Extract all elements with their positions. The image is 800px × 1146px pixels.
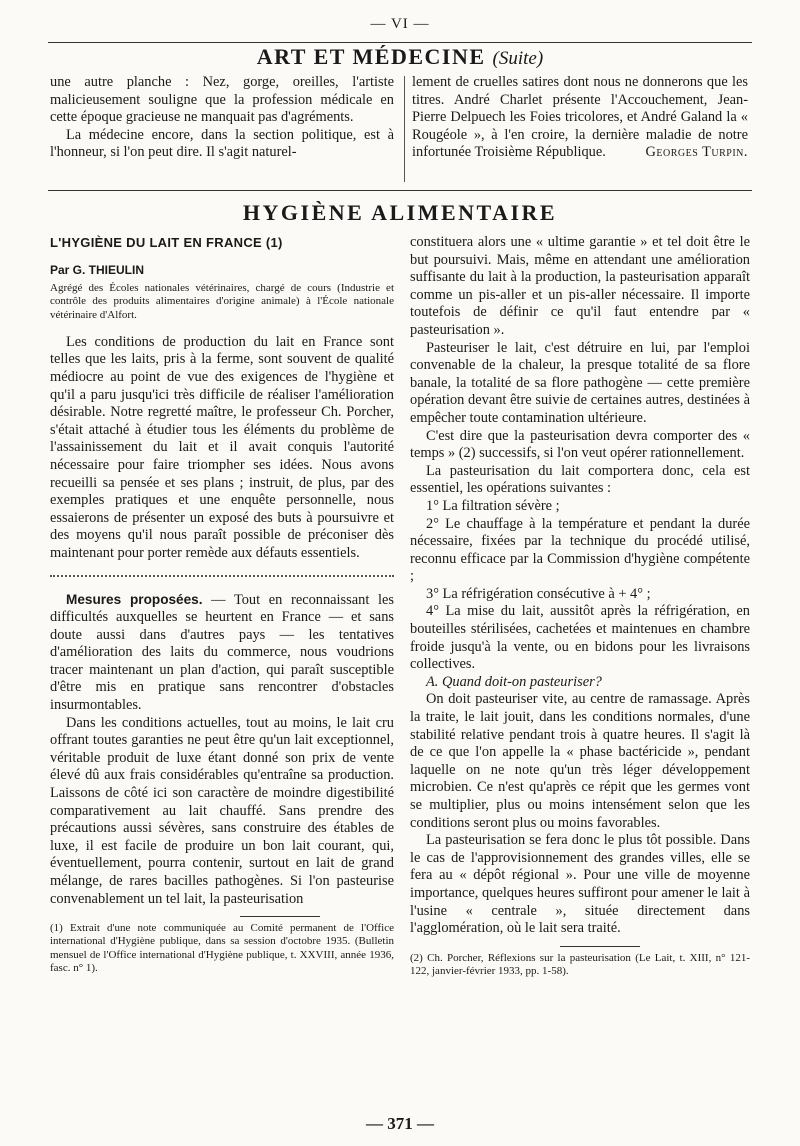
art-left-column: [50, 74, 394, 162]
art-paragraph: lement de cruelles satires dont nous ne donnerons que les titres. André Charlet présente l'Accouchement, Jean-Pierre Delpuech les Foies tricolores, et André Galand la « Rougéole », à l'en croire, la dernière maladie de notre infortunée Troisième République. Georges Turpin.: [412, 74, 748, 161]
measures-lead: Mesures proposées.: [66, 591, 203, 607]
right-paragraph: C'est dire que la pasteurisation devra comporter des « temps » (2) successifs, si l'on veut opérer rationnellement.: [410, 427, 750, 462]
right-paragraph: La pasteurisation se fera donc le plus tôt possible. Dans le cas de l'approvisionnement des grandes villes, elle se fera au « dépôt régional ». Pour une ville de moyenne importance, quelques heures suffiront pour amener le lait à l'usine « centrale », située directement dans l'agglomération, où le lait sera traité.: [410, 832, 750, 937]
intro-paragraph: Les conditions de production du lait en France sont telles que les laits, pris à la ferme, sont souvent de qualité médiocre au point de vue des exigences de l'hygiène et qu'il a paru jusqu'ici très difficile de réaliser l'amélioration désirable. Notre regretté maître, le professeur Ch. Porcher, s'était attaché à étudier tous les éléments du problème de l'assainissement du lait et il avait conquis l'autorité nécessaire pour faire triompher ses idées. Nous avons recueilli sa pensée et ses plans ; instruit, de plus, par des exemples pratiques et une enquête personnelle, nous essaierons de présenter un exposé des buts à poursuivre et des moyens qu'il nous paraît possible de préconiser dès maintenant pour porter remède aux défauts essentiels.: [50, 333, 394, 561]
article-byline: Par G. THIEULIN: [50, 262, 145, 277]
right-paragraph: La pasteurisation du lait comportera donc, cela est essentiel, les opérations suivantes :: [410, 462, 750, 497]
page-number: — 371 —: [366, 1114, 434, 1133]
author-affiliation: Agrégé des Écoles nationales vétérinaires, chargé de cours (Industrie et contrôle des produits alimentaires d'origine animale) à l'École nationale vétérinaire d'Alfort.: [50, 282, 394, 321]
art-right-column: [412, 74, 748, 162]
operation-item: 3° La réfrigération consécutive à + 4° ;: [426, 585, 651, 602]
header-rule: [48, 42, 752, 43]
section-title-art: [0, 44, 800, 70]
subsection-heading: A. Quand doit-on pasteuriser?: [426, 673, 602, 690]
operation-item: 2° Le chauffage à la température et pendant la durée nécessaire, fixées par la technique du procédé utilisé, reconnu efficace par la Commission d'hygiène compétente ;: [410, 515, 750, 585]
right-paragraph: constituera alors une « ultime garantie » et tel doit être le but poursuivi. Mais, même en attendant une amélioration suffisante du lait à la production, la pasteurisation apparaît comme un pis-aller et un pis-aller nécessaire. Il importe toutefois de définir ce qu'il faut entendre par « pasteurisation ».: [410, 234, 750, 338]
right-paragraph: On doit pasteuriser vite, au centre de ramassage. Après la traite, le lait jouit, dans les conditions normales, d'une stabilité relative pendant trois à quatre heures. Il s'agit là de ce que l'on appelle la « phase bactéricide », pendant laquelle on ne note qu'un très léger développement microbien. Ce n'est qu'après ce répit que les germes vont se multiplier, plus ou moins intensément selon que les conditions seront plus ou moins favorables.: [410, 691, 750, 831]
hygiene-left-column: [50, 234, 394, 975]
section-title-hygiene: HYGIÈNE ALIMENTAIRE: [242, 200, 558, 225]
art-paragraph: une autre planche : Nez, gorge, oreilles, l'artiste malicieusement souligne que la profession médicale en cette époque gracieuse ne manquait pas d'agréments.: [50, 74, 394, 126]
operation-item: 1° La filtration sévère ;: [426, 497, 560, 514]
footnote-2: (2) Ch. Porcher, Réflexions sur la pasteurisation (Le Lait, t. XIII, n° 121-122, janvier-février 1933, pp. 1-58).: [410, 951, 750, 977]
right-paragraph: Pasteuriser le lait, c'est détruire en lui, par l'emploi convenable de la chaleur, la presque totalité de sa flore banale, la totalité de sa flore pathogène — cette première opération devant être suivie de certaines autres, destinées à empêcher toute contamination ultérieure.: [410, 339, 750, 426]
measures-paragraph: Mesures proposées. — Tout en reconnaissant les difficultés auxquelles se heurtent en France — et sans doute aussi dans d'autres pays — les tentatives d'amélioration des laits du commerce, nous voudrions tracer maintenant un plan d'action, qui paraît susceptible d'être mis en pratique sans rencontrer d'obstacles insurmontables.: [50, 591, 394, 714]
art-title-text: ART ET MÉDECINE: [256, 44, 486, 69]
article-title: L'HYGIÈNE DU LAIT EN FRANCE (1): [50, 235, 283, 250]
operation-item: 4° La mise du lait, aussitôt après la réfrigération, en bouteilles stérilisées, cachetées et maintenues en chambre froide jusqu'à la vente, ou en bidons pour les livraisons collectives.: [410, 603, 750, 673]
author-signature: Georges Turpin.: [645, 144, 748, 161]
hygiene-right-column: [410, 234, 750, 978]
footnote-1: (1) Extrait d'une note communiquée au Comité permanent de l'Office international d'Hygiène publique, dans sa session d'octobre 1935. (Bulletin mensuel de l'Office international d'Hygiène publique, t. XXVIII, année 1936, fasc. n° 1).: [50, 922, 394, 974]
art-paragraph: La médecine encore, dans la section politique, est à l'honneur, si l'on peut dire. Il s'agit naturel-: [50, 126, 394, 161]
art-title-suffix: (Suite): [492, 48, 544, 69]
conditions-paragraph: Dans les conditions actuelles, tout au moins, le lait cru offrant toutes garanties ne peut être qu'un lait exceptionnel, véritable produit de luxe étant donné son prix de vente élevé dû aux frais considérables qu'entraîne sa production. Laissons de côté ici son caractère de moindre digestibilité comparativement au lait chauffé. Sans prendre des précautions aussi sévères, sans construire des étables de luxe, il est facile de produire un bon lait courant, qui, éventuellement, pourra contenir, surtout en lait de grand mélange, de rares bacilles pathogènes. Si l'on pasteurise convenablement un tel lait, la pasteurisation: [50, 714, 394, 907]
roman-page-number: — VI —: [370, 16, 430, 32]
section-divider-rule: [48, 190, 752, 191]
column-divider: [404, 76, 405, 182]
